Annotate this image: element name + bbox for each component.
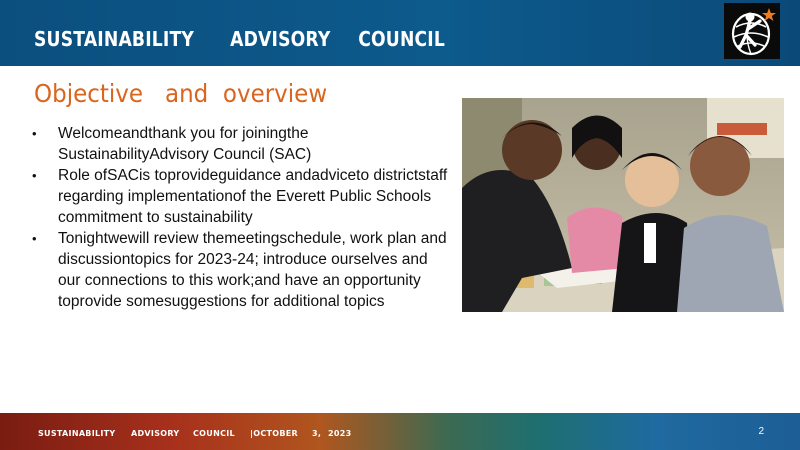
school-district-logo-icon (724, 3, 780, 59)
footer-word: |OCTOBER (250, 429, 298, 438)
footer-word: 3, (312, 429, 322, 438)
bullet-item (32, 228, 452, 312)
header-title-word-2: ADVISORY (230, 27, 331, 51)
bullet-glyph: • (32, 231, 37, 246)
bullet-text: Role ofSACis toprovideguidance andadviceto districtstaff regarding implementationof the Everett Public Schools commitment to sustainability (58, 167, 448, 226)
bullet-glyph: • (32, 168, 37, 183)
header-title-word-1: SUSTAINABILITY (34, 27, 195, 51)
bullet-text: Welcomeandthank you for joiningthe SustainabilityAdvisory Council (SAC) (58, 125, 312, 163)
bullet-list (32, 123, 452, 312)
footer-word: ADVISORY (131, 429, 180, 438)
footer-word: COUNCIL (193, 429, 235, 438)
footer-word: 2023 (328, 429, 352, 438)
slide-title: Objective and overview (34, 79, 328, 108)
footer-word: SUSTAINABILITY (38, 429, 116, 438)
students-photo (462, 98, 784, 312)
bullet-text: Tonightwewill review themeetingschedule, work plan and discussiontopics for 2023-24; introduce ourselves and our connections to this work;and have an opportunity toprovide somesuggestions for additional topics (58, 230, 447, 310)
bullet-item (32, 123, 452, 165)
header-title-word-3: COUNCIL (358, 27, 446, 51)
footer-bar (0, 413, 800, 450)
page-number: 2 (758, 426, 764, 437)
bullet-glyph: • (32, 126, 37, 141)
bullet-item (32, 165, 452, 228)
